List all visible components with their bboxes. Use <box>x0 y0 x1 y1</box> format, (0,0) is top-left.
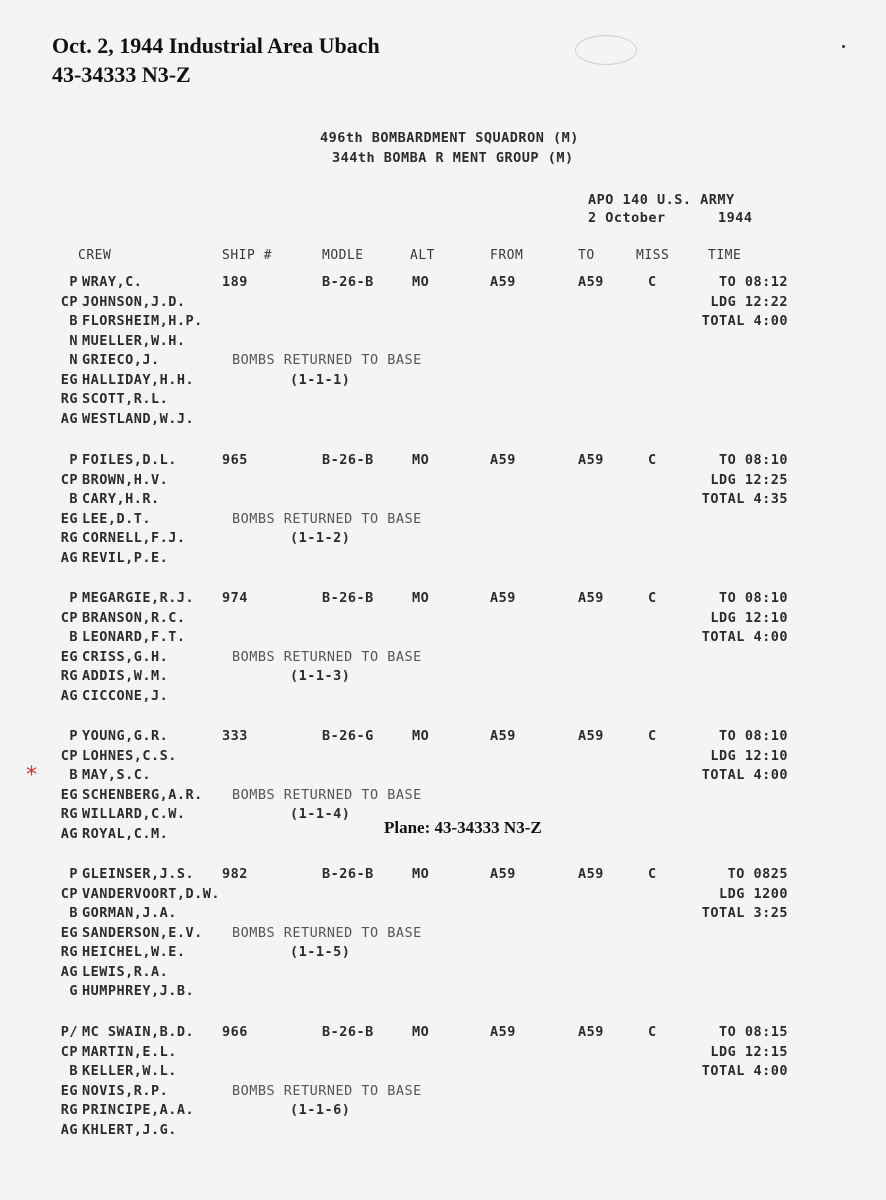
crew-name: MEGARGIE,R.J. <box>82 590 195 606</box>
crew-position: P <box>69 590 78 606</box>
column-header-model: MODLE <box>322 248 364 263</box>
crew-name: GRIECO,J. <box>82 352 160 368</box>
crew-position: AG <box>60 549 78 566</box>
mission-status: C <box>648 274 657 290</box>
mission-code: (1-1-1) <box>290 371 351 388</box>
column-header-from: FROM <box>490 248 524 263</box>
crew-name: FOILES,D.L. <box>82 452 177 468</box>
crew-name: SANDERSON,E.V. <box>82 924 203 941</box>
crew-name: JOHNSON,J.D. <box>82 293 186 310</box>
landing-time: LDG 12:25 <box>710 471 788 488</box>
to-field: A59 <box>578 866 604 882</box>
group-header: 344th BOMBA R MENT GROUP (M) <box>332 150 574 166</box>
to-field: A59 <box>578 1024 604 1040</box>
squadron-header: 496th BOMBARDMENT SQUADRON (M) <box>320 130 579 146</box>
ship-number: 966 <box>222 1024 248 1040</box>
crew-name: MAY,S.C. <box>82 767 152 783</box>
crew-position: RG <box>60 944 78 960</box>
crew-position: P/ <box>60 1024 78 1040</box>
crew-name: SCHENBERG,A.R. <box>82 786 203 803</box>
crew-name: MARTIN,E.L. <box>82 1043 177 1060</box>
crew-name: BRANSON,R.C. <box>82 609 186 626</box>
crew-position: B <box>69 629 78 645</box>
crew-name: CRISS,G.H. <box>82 648 169 665</box>
crew-position: P <box>69 274 78 290</box>
crew-position: P <box>69 452 78 468</box>
stamp-mark <box>575 35 637 65</box>
column-header-alt: ALT <box>410 248 435 263</box>
crew-position: AG <box>60 1121 78 1138</box>
crew-name: HALLIDAY,H.H. <box>82 371 195 388</box>
mission-status: C <box>648 1024 657 1040</box>
mission-code: (1-1-5) <box>290 944 351 960</box>
crew-name: LEWIS,R.A. <box>82 963 169 980</box>
ship-number: 974 <box>222 590 248 606</box>
to-field: A59 <box>578 728 604 744</box>
crew-name: HUMPHREY,J.B. <box>82 983 195 999</box>
from-field: A59 <box>490 866 516 882</box>
crew-name: ROYAL,C.M. <box>82 825 169 842</box>
crew-marker-asterisk: * <box>26 763 37 788</box>
total-time: TOTAL 4:00 <box>701 629 788 645</box>
column-header-crew: CREW <box>78 248 112 263</box>
remark: BOMBS RETURNED TO BASE <box>232 924 422 941</box>
crew-name: FLORSHEIM,H.P. <box>82 313 203 329</box>
from-field: A59 <box>490 452 516 468</box>
crew-position: CP <box>60 885 78 902</box>
crew-position: CP <box>60 1043 78 1060</box>
crew-position: P <box>69 728 78 744</box>
mission-status: C <box>648 728 657 744</box>
crew-name: VANDERVOORT,D.W. <box>82 885 221 902</box>
crew-name: LEE,D.T. <box>82 510 152 527</box>
crew-name: ADDIS,W.M. <box>82 668 169 684</box>
column-header-to: TO <box>578 248 595 263</box>
crew-name: REVIL,P.E. <box>82 549 169 566</box>
crew-name: YOUNG,G.R. <box>82 728 169 744</box>
crew-position: AG <box>60 410 78 427</box>
ship-number: 333 <box>222 728 248 744</box>
remark: BOMBS RETURNED TO BASE <box>232 1082 422 1099</box>
takeoff-time: TO 08:10 <box>718 590 788 606</box>
from-field: A59 <box>490 274 516 290</box>
remark: BOMBS RETURNED TO BASE <box>232 510 422 527</box>
from-field: A59 <box>490 590 516 606</box>
to-field: A59 <box>578 590 604 606</box>
apo-line: APO 140 U.S. ARMY <box>588 192 735 208</box>
takeoff-time: TO 08:10 <box>718 452 788 468</box>
crew-position: EG <box>60 1082 78 1099</box>
crew-position: EG <box>60 371 78 388</box>
crew-position: N <box>69 332 78 349</box>
crew-position: CP <box>60 471 78 488</box>
takeoff-time: TO 08:12 <box>718 274 788 290</box>
landing-time: LDG 12:10 <box>710 609 788 626</box>
crew-name: LOHNES,C.S. <box>82 747 177 764</box>
crew-position: EG <box>60 510 78 527</box>
crew-name: GLEINSER,J.S. <box>82 866 195 882</box>
crew-name: MUELLER,W.H. <box>82 332 186 349</box>
plane-annotation: Plane: 43-34333 N3-Z <box>384 818 542 837</box>
crew-name: SCOTT,R.L. <box>82 391 169 407</box>
aircraft-model: B-26-G <box>322 728 374 744</box>
mission-code: (1-1-6) <box>290 1102 351 1118</box>
remark: BOMBS RETURNED TO BASE <box>232 352 422 368</box>
mission-status: C <box>648 590 657 606</box>
crew-name: MC SWAIN,B.D. <box>82 1024 195 1040</box>
alt-value: MO <box>412 866 430 882</box>
ship-number: 965 <box>222 452 248 468</box>
crew-name: KHLERT,J.G. <box>82 1121 177 1138</box>
column-header-miss: MISS <box>636 248 670 263</box>
crew-position: RG <box>60 668 78 684</box>
from-field: A59 <box>490 1024 516 1040</box>
crew-position: B <box>69 491 78 507</box>
landing-time: LDG 12:22 <box>710 293 788 310</box>
crew-position: B <box>69 313 78 329</box>
crew-position: AG <box>60 825 78 842</box>
crew-name: CORNELL,F.J. <box>82 530 186 546</box>
crew-position: EG <box>60 786 78 803</box>
speck <box>842 45 845 48</box>
total-time: TOTAL 4:35 <box>701 491 788 507</box>
ship-number: 982 <box>222 866 248 882</box>
total-time: TOTAL 4:00 <box>701 767 788 783</box>
alt-value: MO <box>412 728 430 744</box>
mission-code: (1-1-3) <box>290 668 351 684</box>
crew-name: NOVIS,R.P. <box>82 1082 169 1099</box>
alt-value: MO <box>412 274 430 290</box>
mission-code: (1-1-2) <box>290 530 351 546</box>
crew-name: BROWN,H.V. <box>82 471 169 488</box>
alt-value: MO <box>412 590 430 606</box>
landing-time: LDG 1200 <box>718 885 788 902</box>
crew-position: CP <box>60 609 78 626</box>
total-time: TOTAL 4:00 <box>701 313 788 329</box>
crew-position: RG <box>60 1102 78 1118</box>
takeoff-time: TO 08:10 <box>718 728 788 744</box>
crew-position: AG <box>60 687 78 704</box>
crew-name: HEICHEL,W.E. <box>82 944 186 960</box>
crew-position: EG <box>60 648 78 665</box>
takeoff-time: TO 08:15 <box>718 1024 788 1040</box>
crew-position: P <box>69 866 78 882</box>
crew-position: B <box>69 1063 78 1079</box>
landing-time: LDG 12:15 <box>710 1043 788 1060</box>
column-header-time: TIME <box>708 248 742 263</box>
crew-position: CP <box>60 293 78 310</box>
aircraft-model: B-26-B <box>322 1024 374 1040</box>
crew-position: RG <box>60 806 78 822</box>
crew-name: WRAY,C. <box>82 274 143 290</box>
crew-name: LEONARD,F.T. <box>82 629 186 645</box>
crew-name: PRINCIPE,A.A. <box>82 1102 195 1118</box>
crew-position: G <box>69 983 78 999</box>
crew-position: N <box>69 352 78 368</box>
mission-status: C <box>648 866 657 882</box>
ship-number: 189 <box>222 274 248 290</box>
crew-name: CICCONE,J. <box>82 687 169 704</box>
crew-name: GORMAN,J.A. <box>82 905 177 921</box>
to-field: A59 <box>578 274 604 290</box>
annotation-title: Oct. 2, 1944 Industrial Area Ubach <box>52 33 380 58</box>
crew-position: CP <box>60 747 78 764</box>
aircraft-model: B-26-B <box>322 866 374 882</box>
crew-position: AG <box>60 963 78 980</box>
from-field: A59 <box>490 728 516 744</box>
total-time: TOTAL 4:00 <box>701 1063 788 1079</box>
mission-status: C <box>648 452 657 468</box>
remark: BOMBS RETURNED TO BASE <box>232 648 422 665</box>
crew-name: KELLER,W.L. <box>82 1063 177 1079</box>
landing-time: LDG 12:10 <box>710 747 788 764</box>
mission-code: (1-1-4) <box>290 806 351 822</box>
total-time: TOTAL 3:25 <box>701 905 788 921</box>
annotation-serial: 43-34333 N3-Z <box>52 62 191 87</box>
crew-position: B <box>69 905 78 921</box>
crew-position: EG <box>60 924 78 941</box>
crew-position: RG <box>60 530 78 546</box>
date-year: 1944 <box>718 210 753 226</box>
aircraft-model: B-26-B <box>322 274 374 290</box>
aircraft-model: B-26-B <box>322 590 374 606</box>
crew-name: WESTLAND,W.J. <box>82 410 195 427</box>
crew-position: RG <box>60 391 78 407</box>
crew-name: CARY,H.R. <box>82 491 160 507</box>
aircraft-model: B-26-B <box>322 452 374 468</box>
to-field: A59 <box>578 452 604 468</box>
takeoff-time: TO 0825 <box>727 866 788 882</box>
date-day: 2 October <box>588 210 666 226</box>
alt-value: MO <box>412 1024 430 1040</box>
crew-name: WILLARD,C.W. <box>82 806 186 822</box>
alt-value: MO <box>412 452 430 468</box>
remark: BOMBS RETURNED TO BASE <box>232 786 422 803</box>
column-header-ship: SHIP # <box>222 248 272 263</box>
crew-position: B <box>69 767 78 783</box>
